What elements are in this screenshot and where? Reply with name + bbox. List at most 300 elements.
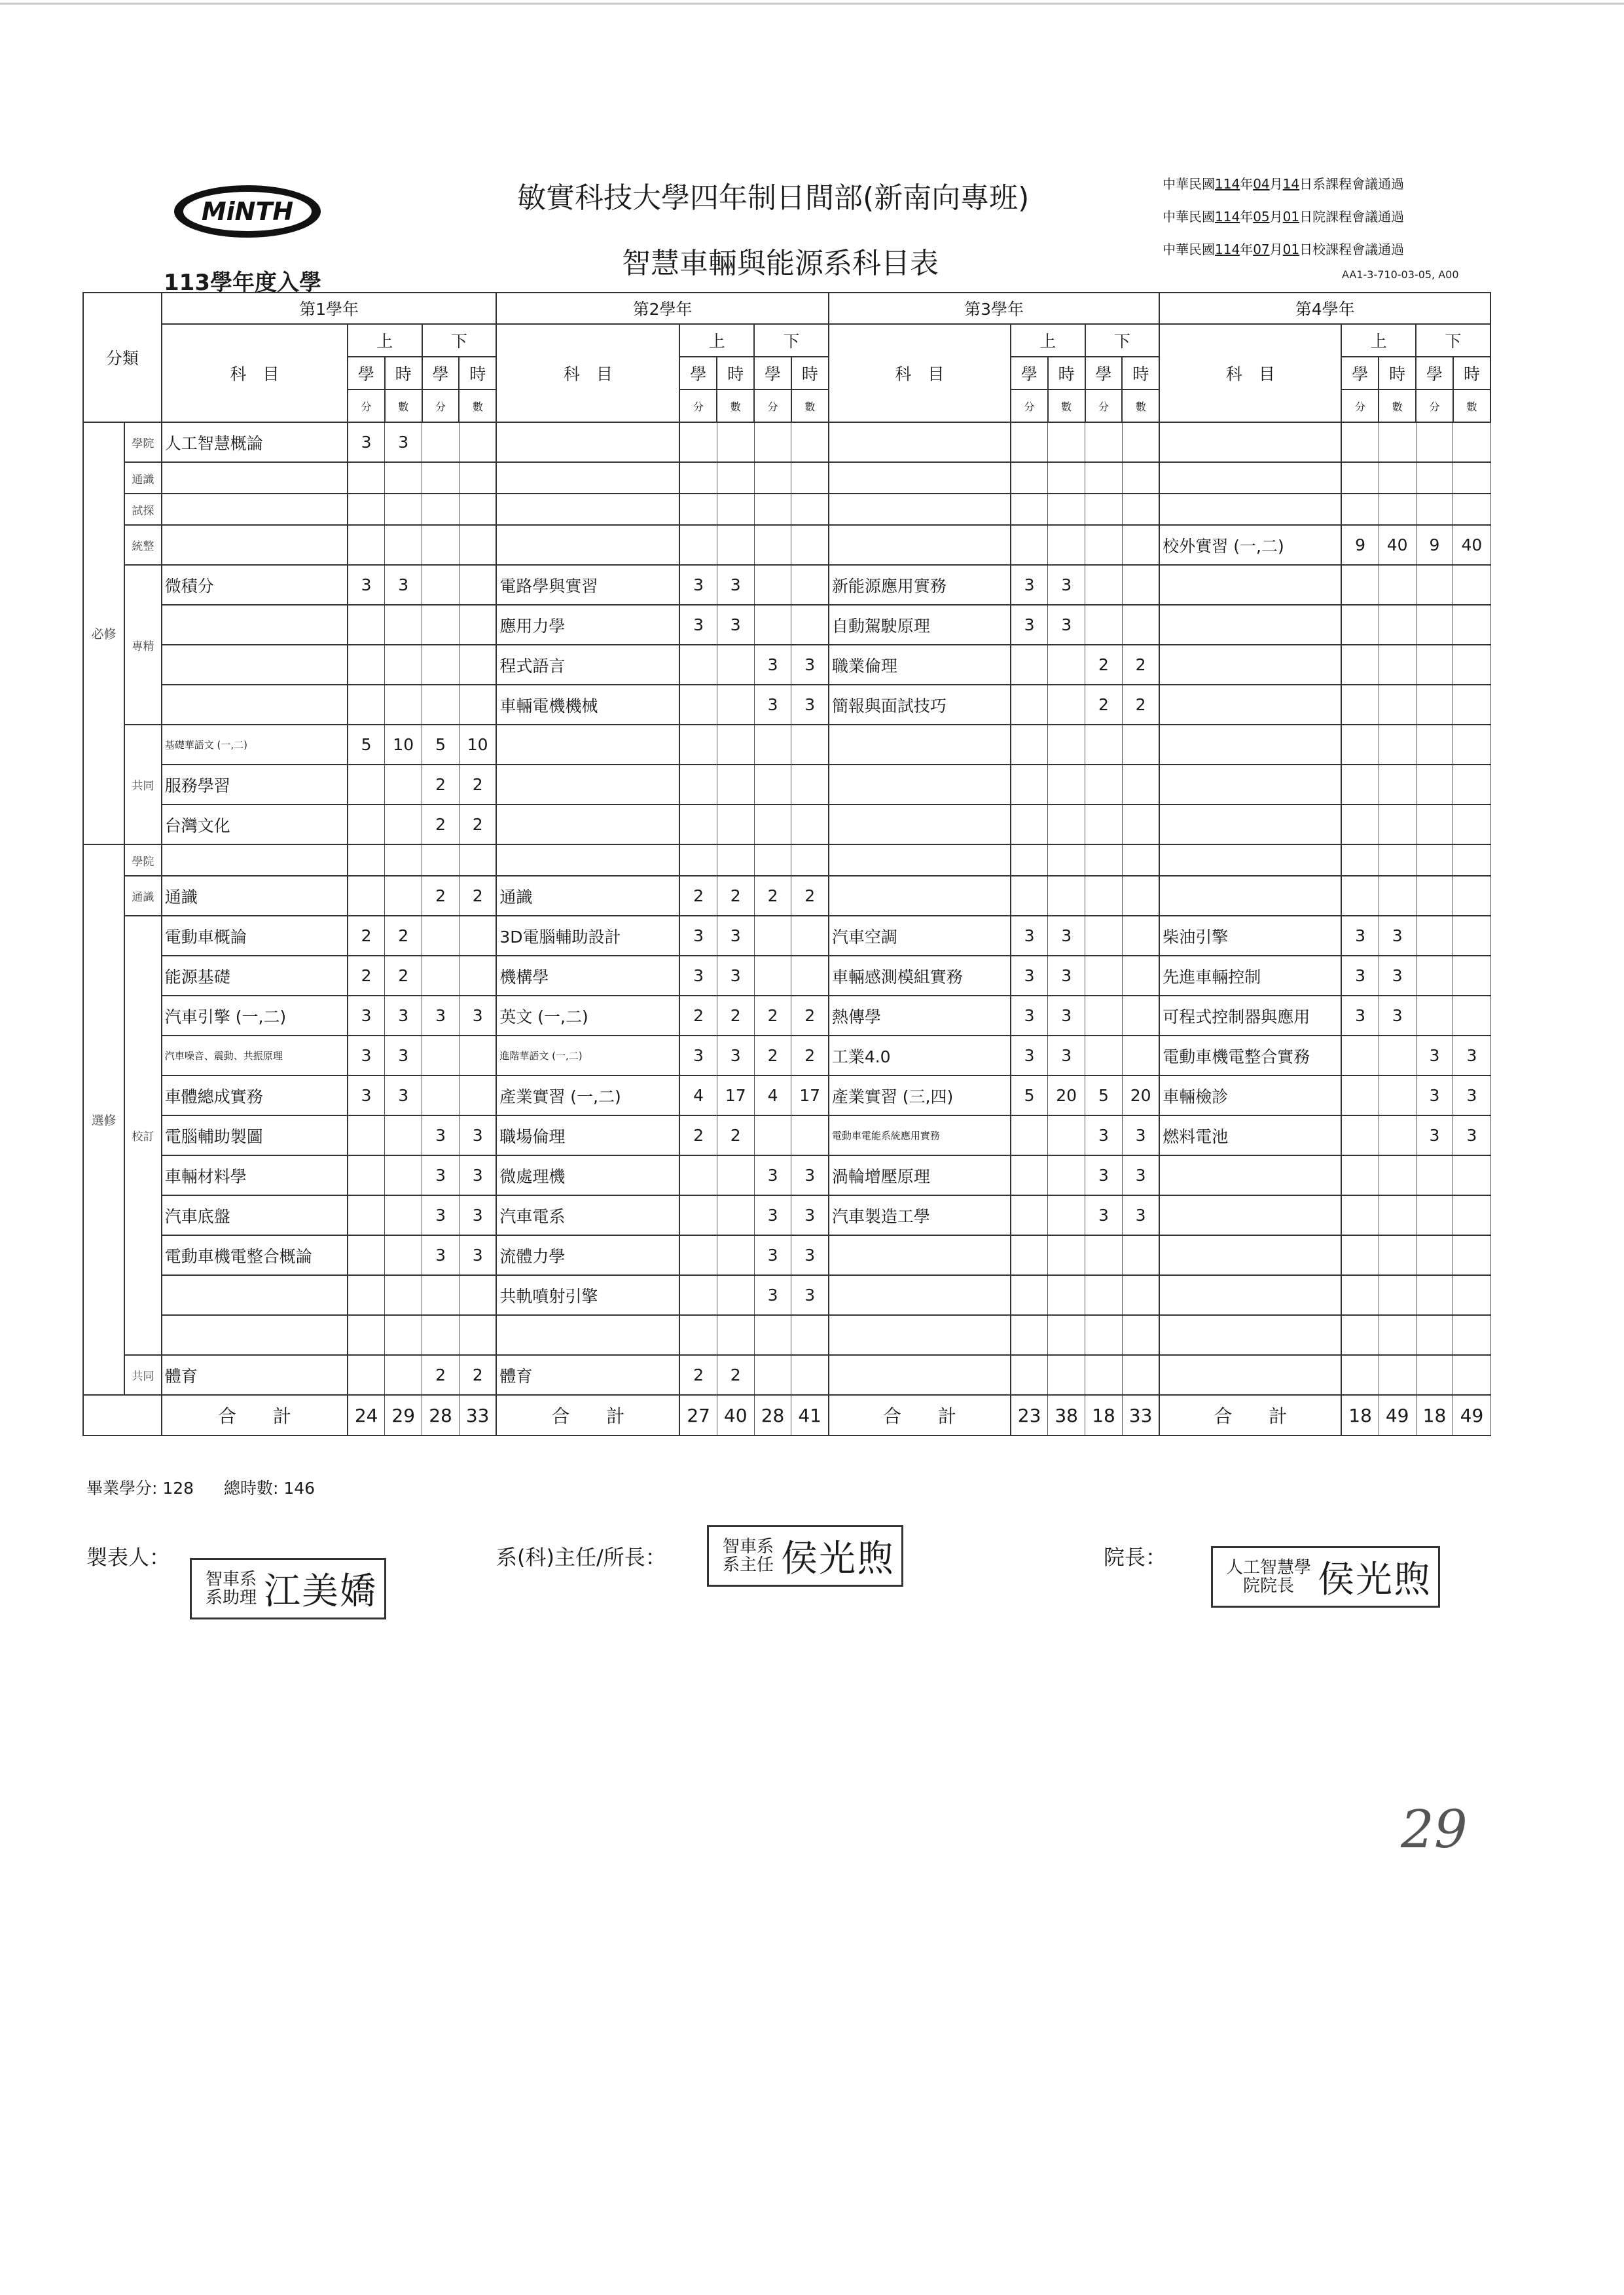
hours-value: 2 <box>459 804 496 844</box>
credit-value <box>1085 1036 1123 1075</box>
hours-value <box>1379 1075 1416 1115</box>
empty-cell <box>717 1315 754 1355</box>
credit-value <box>422 1275 460 1315</box>
course-name: 電動車概論 <box>162 916 348 956</box>
hours-value: 3 <box>717 565 754 605</box>
credit-header: 分 <box>1085 389 1123 422</box>
total-value: 38 <box>1048 1395 1085 1436</box>
course-name: 微積分 <box>162 565 348 605</box>
hours-value <box>1048 1155 1085 1195</box>
credit-value <box>1341 605 1379 645</box>
hours-header: 時 <box>1048 357 1085 389</box>
total-value: 29 <box>385 1395 422 1436</box>
credit-value: 3 <box>754 645 791 685</box>
course-row <box>83 765 1490 804</box>
hours-value <box>1122 1355 1159 1395</box>
credit-value: 3 <box>348 565 385 605</box>
hours-value <box>1379 422 1416 462</box>
hours-header: 數 <box>1379 389 1416 422</box>
hours-value <box>1379 876 1416 916</box>
hours-value: 3 <box>385 565 422 605</box>
hours-value <box>459 525 496 565</box>
credit-value <box>1011 1195 1048 1235</box>
credit-value <box>422 1036 460 1075</box>
course-name <box>1159 765 1341 804</box>
credit-value <box>1416 565 1453 605</box>
hours-value <box>1048 1235 1085 1275</box>
course-name: 應用力學 <box>496 605 679 645</box>
course-row <box>83 1075 1490 1115</box>
hours-value <box>1122 1235 1159 1275</box>
hours-value <box>1453 645 1490 685</box>
credit-value <box>1011 685 1048 725</box>
hours-value: 3 <box>1379 956 1416 996</box>
preparer-stamp-name: 江美嬌 <box>264 1570 378 1613</box>
course-name: 簡報與面試技巧 <box>829 685 1011 725</box>
hours-value <box>1122 422 1159 462</box>
empty-cell <box>1453 494 1490 525</box>
credit-value: 3 <box>754 1275 791 1315</box>
credit-value <box>422 956 460 996</box>
credit-value <box>1085 956 1123 996</box>
empty-cell <box>162 1315 348 1355</box>
credit-value: 3 <box>422 1115 460 1155</box>
credit-value <box>348 685 385 725</box>
empty-cell <box>1048 494 1085 525</box>
empty-cell <box>679 494 717 525</box>
credit-value <box>1011 1275 1048 1315</box>
course-row <box>83 494 1490 525</box>
credit-value: 3 <box>1085 1195 1123 1235</box>
hours-value <box>1453 422 1490 462</box>
hours-value <box>1453 1235 1490 1275</box>
hours-header: 數 <box>1048 389 1085 422</box>
credit-value <box>348 876 385 916</box>
hours-value: 3 <box>459 996 496 1036</box>
total-value: 40 <box>717 1395 754 1436</box>
top-scan-line <box>0 3 1624 5</box>
hours-value <box>717 685 754 725</box>
credit-value: 2 <box>754 996 791 1036</box>
credit-header: 學 <box>348 357 385 389</box>
hours-value <box>1453 565 1490 605</box>
course-name: 產業實習 (三,四) <box>829 1075 1011 1115</box>
empty-cell <box>459 844 496 876</box>
course-name <box>496 525 679 565</box>
hours-value: 10 <box>459 725 496 765</box>
course-name: 燃料電池 <box>1159 1115 1341 1155</box>
credit-value <box>1085 804 1123 844</box>
course-row <box>83 462 1490 494</box>
sem-upper-header-y1: 上 <box>348 324 422 357</box>
course-name: 車輛材料學 <box>162 1155 348 1195</box>
course-name <box>1159 645 1341 685</box>
hours-value <box>1048 725 1085 765</box>
credit-value: 2 <box>679 876 717 916</box>
credit-value <box>348 1155 385 1195</box>
hours-value: 2 <box>385 956 422 996</box>
credit-value: 2 <box>348 916 385 956</box>
total-value: 18 <box>1341 1395 1379 1436</box>
hours-value <box>717 525 754 565</box>
credit-value <box>1416 1355 1453 1395</box>
course-name <box>1159 1355 1341 1395</box>
approval-line-school: 中華民國114年07月01日校課程會議通過 <box>1163 242 1405 257</box>
credit-value: 2 <box>679 1355 717 1395</box>
graduation-credits: 畢業學分: 128 <box>86 1479 194 1498</box>
hours-value <box>385 1155 422 1195</box>
credit-value <box>1416 956 1453 996</box>
credit-value <box>1011 765 1048 804</box>
credit-value <box>422 422 460 462</box>
course-name: 微處理機 <box>496 1155 679 1195</box>
hours-value: 3 <box>385 422 422 462</box>
course-name: 台灣文化 <box>162 804 348 844</box>
course-name <box>1159 1155 1341 1195</box>
credit-value <box>1341 1115 1379 1155</box>
credit-value: 3 <box>1416 1115 1453 1155</box>
hours-value <box>385 1235 422 1275</box>
total-value: 27 <box>679 1395 717 1436</box>
hours-value: 2 <box>459 876 496 916</box>
credit-value: 2 <box>422 804 460 844</box>
course-row <box>83 605 1490 645</box>
hours-value: 3 <box>791 1155 829 1195</box>
course-name <box>1159 725 1341 765</box>
empty-cell <box>1048 844 1085 876</box>
hours-value: 3 <box>1453 1115 1490 1155</box>
credit-value: 2 <box>348 956 385 996</box>
entry-year: 113學年度入學 <box>164 270 321 296</box>
empty-cell <box>1122 494 1159 525</box>
empty-cell <box>496 494 679 525</box>
hours-value <box>1048 1275 1085 1315</box>
empty-cell <box>679 844 717 876</box>
empty-cell <box>1048 462 1085 494</box>
hours-value <box>791 804 829 844</box>
hours-value <box>717 725 754 765</box>
course-name <box>162 525 348 565</box>
credit-value: 9 <box>1341 525 1379 565</box>
hours-value <box>1453 1275 1490 1315</box>
credit-value: 2 <box>1085 645 1123 685</box>
credit-value: 2 <box>754 1036 791 1075</box>
course-name: 產業實習 (一,二) <box>496 1075 679 1115</box>
hours-value <box>1048 804 1085 844</box>
credit-value <box>422 525 460 565</box>
credit-header: 學 <box>422 357 460 389</box>
hours-value <box>1379 605 1416 645</box>
empty-cell <box>1011 462 1048 494</box>
course-row <box>83 1155 1490 1195</box>
credit-value <box>1341 422 1379 462</box>
credit-value: 2 <box>422 876 460 916</box>
approval-line-college: 中華民國114年05月01日院課程會議通過 <box>1163 209 1405 225</box>
empty-cell <box>1453 1315 1490 1355</box>
credit-header: 分 <box>1011 389 1048 422</box>
empty-cell <box>1341 462 1379 494</box>
course-row <box>83 725 1490 765</box>
course-name <box>829 422 1011 462</box>
course-name <box>162 685 348 725</box>
credit-value <box>1341 1195 1379 1235</box>
course-row <box>83 916 1490 956</box>
hours-value: 20 <box>1048 1075 1085 1115</box>
hours-value <box>1453 1155 1490 1195</box>
course-name: 汽車空調 <box>829 916 1011 956</box>
empty-cell <box>717 844 754 876</box>
hours-value <box>385 1115 422 1155</box>
total-value: 33 <box>1122 1395 1159 1436</box>
course-name: 職場倫理 <box>496 1115 679 1155</box>
total-value: 23 <box>1011 1395 1048 1436</box>
course-row <box>83 1195 1490 1235</box>
chair-stamp-title: 智車系系主任 <box>722 1537 774 1575</box>
total-value: 49 <box>1453 1395 1490 1436</box>
empty-cell <box>422 462 460 494</box>
course-name: 先進車輛控制 <box>1159 956 1341 996</box>
total-value: 33 <box>459 1395 496 1436</box>
credit-value: 3 <box>1011 565 1048 605</box>
empty-cell <box>791 844 829 876</box>
empty-cell <box>1379 844 1416 876</box>
credit-value: 2 <box>422 1355 460 1395</box>
course-name: 電動車電能系統應用實務 <box>829 1115 1011 1155</box>
empty-cell <box>422 494 460 525</box>
hours-value: 3 <box>1048 916 1085 956</box>
credit-value: 9 <box>1416 525 1453 565</box>
course-row <box>83 1275 1490 1315</box>
course-name: 人工智慧概論 <box>162 422 348 462</box>
hours-value: 3 <box>1379 916 1416 956</box>
credit-value <box>754 956 791 996</box>
hours-value: 20 <box>1122 1075 1159 1115</box>
hours-value: 2 <box>1122 685 1159 725</box>
course-name: 電動車機電整合概論 <box>162 1235 348 1275</box>
totals-blank <box>83 1395 162 1436</box>
hours-value <box>1453 685 1490 725</box>
credit-value: 5 <box>1085 1075 1123 1115</box>
credit-header: 分 <box>1416 389 1453 422</box>
hours-value: 3 <box>1048 996 1085 1036</box>
hours-value <box>717 804 754 844</box>
empty-cell <box>348 494 385 525</box>
hours-value: 2 <box>459 765 496 804</box>
course-name: 機構學 <box>496 956 679 996</box>
credit-value <box>1341 725 1379 765</box>
sem-lower-header-y4: 下 <box>1416 324 1490 357</box>
hours-value <box>1122 765 1159 804</box>
empty-cell <box>679 1315 717 1355</box>
chair-label: 系(科)主任/所長： <box>496 1545 666 1570</box>
total-label: 合 計 <box>496 1395 679 1436</box>
hours-value <box>791 956 829 996</box>
course-name <box>1159 804 1341 844</box>
credit-value <box>1416 765 1453 804</box>
hours-value <box>1048 422 1085 462</box>
empty-cell <box>385 494 422 525</box>
course-name: 體育 <box>162 1355 348 1395</box>
hours-value <box>1379 1275 1416 1315</box>
category-header: 分類 <box>83 293 162 422</box>
course-name: 電路學與實習 <box>496 565 679 605</box>
empty-cell <box>791 462 829 494</box>
credit-value <box>422 645 460 685</box>
dean-stamp-name: 侯光煦 <box>1318 1559 1432 1601</box>
hours-value <box>385 876 422 916</box>
empty-cell <box>1011 844 1048 876</box>
total-label: 合 計 <box>1159 1395 1341 1436</box>
course-name: 流體力學 <box>496 1235 679 1275</box>
hours-value <box>1379 725 1416 765</box>
subcat-general: 通識 <box>124 876 162 916</box>
hours-value <box>459 1275 496 1315</box>
credit-header: 學 <box>1085 357 1123 389</box>
credit-value <box>679 645 717 685</box>
empty-cell <box>717 494 754 525</box>
credit-value: 3 <box>754 685 791 725</box>
course-row <box>83 565 1490 605</box>
credit-header: 分 <box>1341 389 1379 422</box>
course-name: 汽車噪音、震動、共振原理 <box>162 1036 348 1075</box>
empty-cell <box>1341 844 1379 876</box>
credit-value <box>1341 565 1379 605</box>
course-name: 汽車底盤 <box>162 1195 348 1235</box>
empty-cell <box>1416 494 1453 525</box>
hours-value: 3 <box>717 956 754 996</box>
credit-value: 4 <box>679 1075 717 1115</box>
course-name <box>829 1355 1011 1395</box>
hours-value <box>1048 645 1085 685</box>
chair-stamp <box>707 1525 903 1587</box>
hours-value: 3 <box>459 1195 496 1235</box>
credit-value <box>1416 1195 1453 1235</box>
course-name <box>162 605 348 645</box>
hours-value <box>385 804 422 844</box>
empty-cell <box>422 1315 460 1355</box>
credit-value: 2 <box>679 1115 717 1155</box>
empty-cell <box>385 844 422 876</box>
hours-header: 數 <box>385 389 422 422</box>
credit-value <box>1011 876 1048 916</box>
hours-value <box>1379 804 1416 844</box>
credit-value: 2 <box>679 996 717 1036</box>
hours-value: 2 <box>385 916 422 956</box>
hours-value <box>1048 1195 1085 1235</box>
credit-header: 分 <box>348 389 385 422</box>
credit-header: 學 <box>1341 357 1379 389</box>
hours-value <box>717 1275 754 1315</box>
empty-cell <box>348 844 385 876</box>
credit-value <box>348 1195 385 1235</box>
course-name <box>1159 1235 1341 1275</box>
sem-lower-header-y2: 下 <box>754 324 829 357</box>
credit-value <box>1011 1155 1048 1195</box>
credit-value <box>1341 1235 1379 1275</box>
total-label: 合 計 <box>829 1395 1011 1436</box>
hours-value <box>1122 876 1159 916</box>
empty-cell <box>459 462 496 494</box>
course-name <box>162 645 348 685</box>
hours-value <box>1453 605 1490 645</box>
credit-value: 3 <box>422 1195 460 1235</box>
credit-value: 3 <box>348 996 385 1036</box>
total-value: 28 <box>754 1395 791 1436</box>
empty-cell <box>1159 1315 1341 1355</box>
hours-value <box>1453 996 1490 1036</box>
hours-value <box>1379 1115 1416 1155</box>
subject-header-y1: 科 目 <box>162 324 348 422</box>
hours-value <box>791 525 829 565</box>
credit-value <box>679 525 717 565</box>
credit-value: 3 <box>1011 996 1048 1036</box>
credit-value <box>348 765 385 804</box>
empty-cell <box>754 1315 791 1355</box>
hours-value <box>717 1195 754 1235</box>
credit-value <box>1416 804 1453 844</box>
course-name: 電腦輔助製圖 <box>162 1115 348 1155</box>
total-hours: 總時數: 146 <box>224 1479 316 1498</box>
credit-value: 3 <box>422 1155 460 1195</box>
hours-value: 3 <box>1453 1075 1490 1115</box>
credit-value <box>679 1155 717 1195</box>
empty-cell <box>791 1315 829 1355</box>
hours-value <box>1048 1355 1085 1395</box>
year-1-header: 第1學年 <box>162 293 497 324</box>
empty-cell <box>1453 844 1490 876</box>
hours-value: 17 <box>791 1075 829 1115</box>
course-row <box>83 1315 1490 1355</box>
empty-cell <box>1416 844 1453 876</box>
course-name: 汽車引擎 (一,二) <box>162 996 348 1036</box>
hours-value <box>1453 916 1490 956</box>
hours-value: 40 <box>1379 525 1416 565</box>
hours-value <box>1122 956 1159 996</box>
hours-value: 2 <box>1122 645 1159 685</box>
credit-value <box>679 422 717 462</box>
hours-value <box>1122 996 1159 1036</box>
course-row <box>83 956 1490 996</box>
hours-value: 2 <box>791 1036 829 1075</box>
empty-cell <box>829 462 1011 494</box>
empty-cell <box>829 494 1011 525</box>
credit-header: 分 <box>754 389 791 422</box>
hours-value <box>1048 876 1085 916</box>
dean-stamp <box>1211 1546 1440 1608</box>
credit-value: 3 <box>679 565 717 605</box>
credit-value <box>1085 916 1123 956</box>
credit-value: 3 <box>679 956 717 996</box>
subject-header-y3: 科 目 <box>829 324 1011 422</box>
hours-value: 3 <box>717 1036 754 1075</box>
subcat-common: 共同 <box>124 1355 162 1395</box>
hours-value <box>1122 1275 1159 1315</box>
hours-value <box>791 565 829 605</box>
empty-cell <box>754 494 791 525</box>
credit-value <box>422 916 460 956</box>
credit-value <box>1341 1075 1379 1115</box>
hours-value: 3 <box>717 916 754 956</box>
hours-value: 3 <box>459 1155 496 1195</box>
empty-cell <box>1159 494 1341 525</box>
course-name: 柴油引擎 <box>1159 916 1341 956</box>
credit-value <box>348 804 385 844</box>
year-2-header: 第2學年 <box>496 293 829 324</box>
credit-value: 3 <box>422 1235 460 1275</box>
hours-value <box>1453 725 1490 765</box>
hours-value <box>791 1115 829 1155</box>
course-name <box>1159 422 1341 462</box>
